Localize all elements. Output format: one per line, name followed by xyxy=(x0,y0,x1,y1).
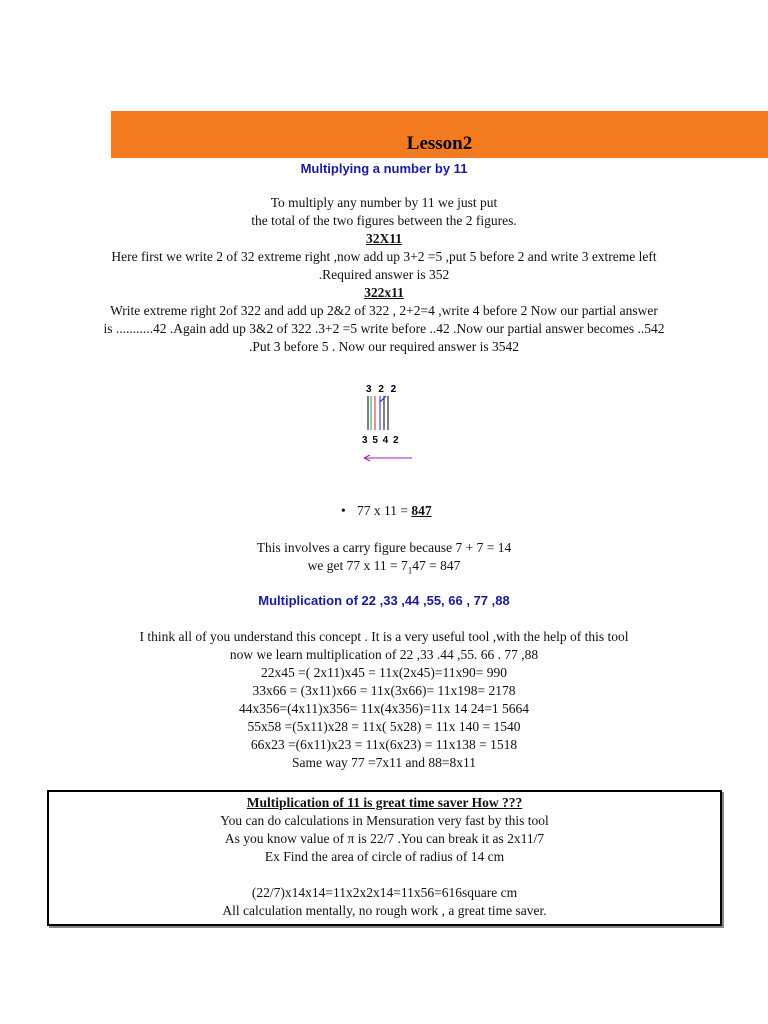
section2-line: 55x58 =(5x11)x28 = 11x( 5x28) = 11x 140 = 1540 xyxy=(247,719,521,734)
box-line: All calculation mentally, no rough work , a great time saver. xyxy=(222,903,547,918)
intro-line: To multiply any number by 11 we just put xyxy=(270,195,498,210)
carry-line-2 xyxy=(40,557,728,580)
section2-line: 44x356=(4x11)x356= 11x(4x356)=11x 14 24=1 5664 xyxy=(239,701,529,716)
section2-line: Same way 77 =7x11 and 88=8x11 xyxy=(291,755,477,770)
lesson-banner xyxy=(111,111,768,158)
box-line: (22/7)x14x14=11x2x2x14=11x56=616square cm xyxy=(251,885,518,900)
box-heading: Multiplication of 11 is great time saver How ??? xyxy=(246,795,523,810)
carry-line: This involves a carry figure because 7 + 7 = 14 xyxy=(256,540,512,555)
carry-suffix: 47 = 847 xyxy=(412,558,461,573)
diagram-top-digits: 3 2 2 xyxy=(366,384,399,395)
lesson-subtitle: Multiplying a number by 11 xyxy=(300,161,468,176)
example2-line: .Put 3 before 5 . Now our required answer is 3542 xyxy=(249,339,519,354)
example1-line: Here first we write 2 of 32 extreme right ,now add up 3+2 =5 ,put 5 before 2 and write 3 extreme left xyxy=(111,249,657,264)
example2-heading: 322x11 xyxy=(364,285,404,300)
diagram-bottom-digits: 3 5 4 2 xyxy=(362,435,400,446)
carry-subscript: 1 xyxy=(407,565,413,576)
section2-line: 66x23 =(6x11)x23 = 11x(6x23) = 11x138 = 1518 xyxy=(250,737,518,752)
lesson-title: Lesson2 xyxy=(406,133,473,154)
section2-line: now we learn multiplication of 22 ,33 .44 ,55. 66 . 77 ,88 xyxy=(229,647,539,662)
bullet-item xyxy=(341,503,432,519)
example1-line: .Required answer is 352 xyxy=(318,267,450,282)
example2-line: Write extreme right 2of 322 and add up 2&2 of 322 , 2+2=4 ,write 4 before 2 Now our partial answer xyxy=(110,303,658,318)
multiplication-diagram xyxy=(356,380,420,466)
bullet-answer: 847 xyxy=(411,503,432,518)
box-line: You can do calculations in Mensuration very fast by this tool xyxy=(220,813,549,828)
section2-heading: Multiplication of 22 ,33 ,44 ,55, 66 , 77 ,88 xyxy=(258,593,510,608)
carry-prefix: we get 77 x 11 = 7 xyxy=(307,558,408,573)
section2-line: 33x66 = (3x11)x66 = 11x(3x66)= 11x198= 2178 xyxy=(252,683,516,698)
example1-heading: 32X11 xyxy=(365,231,402,246)
time-saver-box xyxy=(47,790,722,926)
box-line: As you know value of π is 22/7 .You can break it as 2x11/7 xyxy=(224,831,545,846)
section2-line: 22x45 =( 2x11)x45 = 11x(2x45)=11x90= 990 xyxy=(260,665,508,680)
bullet-icon: • xyxy=(341,503,346,518)
section2-line: I think all of you understand this concept . It is a very useful tool ,with the help of this tool xyxy=(139,629,629,644)
bullet-expression: 77 x 11 = xyxy=(357,503,412,518)
intro-line: the total of the two figures between the 2 figures. xyxy=(251,213,517,228)
diagram-line xyxy=(380,396,386,402)
box-line: Ex Find the area of circle of radius of 14 cm xyxy=(264,849,505,864)
example2-line: is ...........42 .Again add up 3&2 of 322 .3+2 =5 write before ..42 .Now our partial answer becomes ..542 xyxy=(103,321,665,336)
